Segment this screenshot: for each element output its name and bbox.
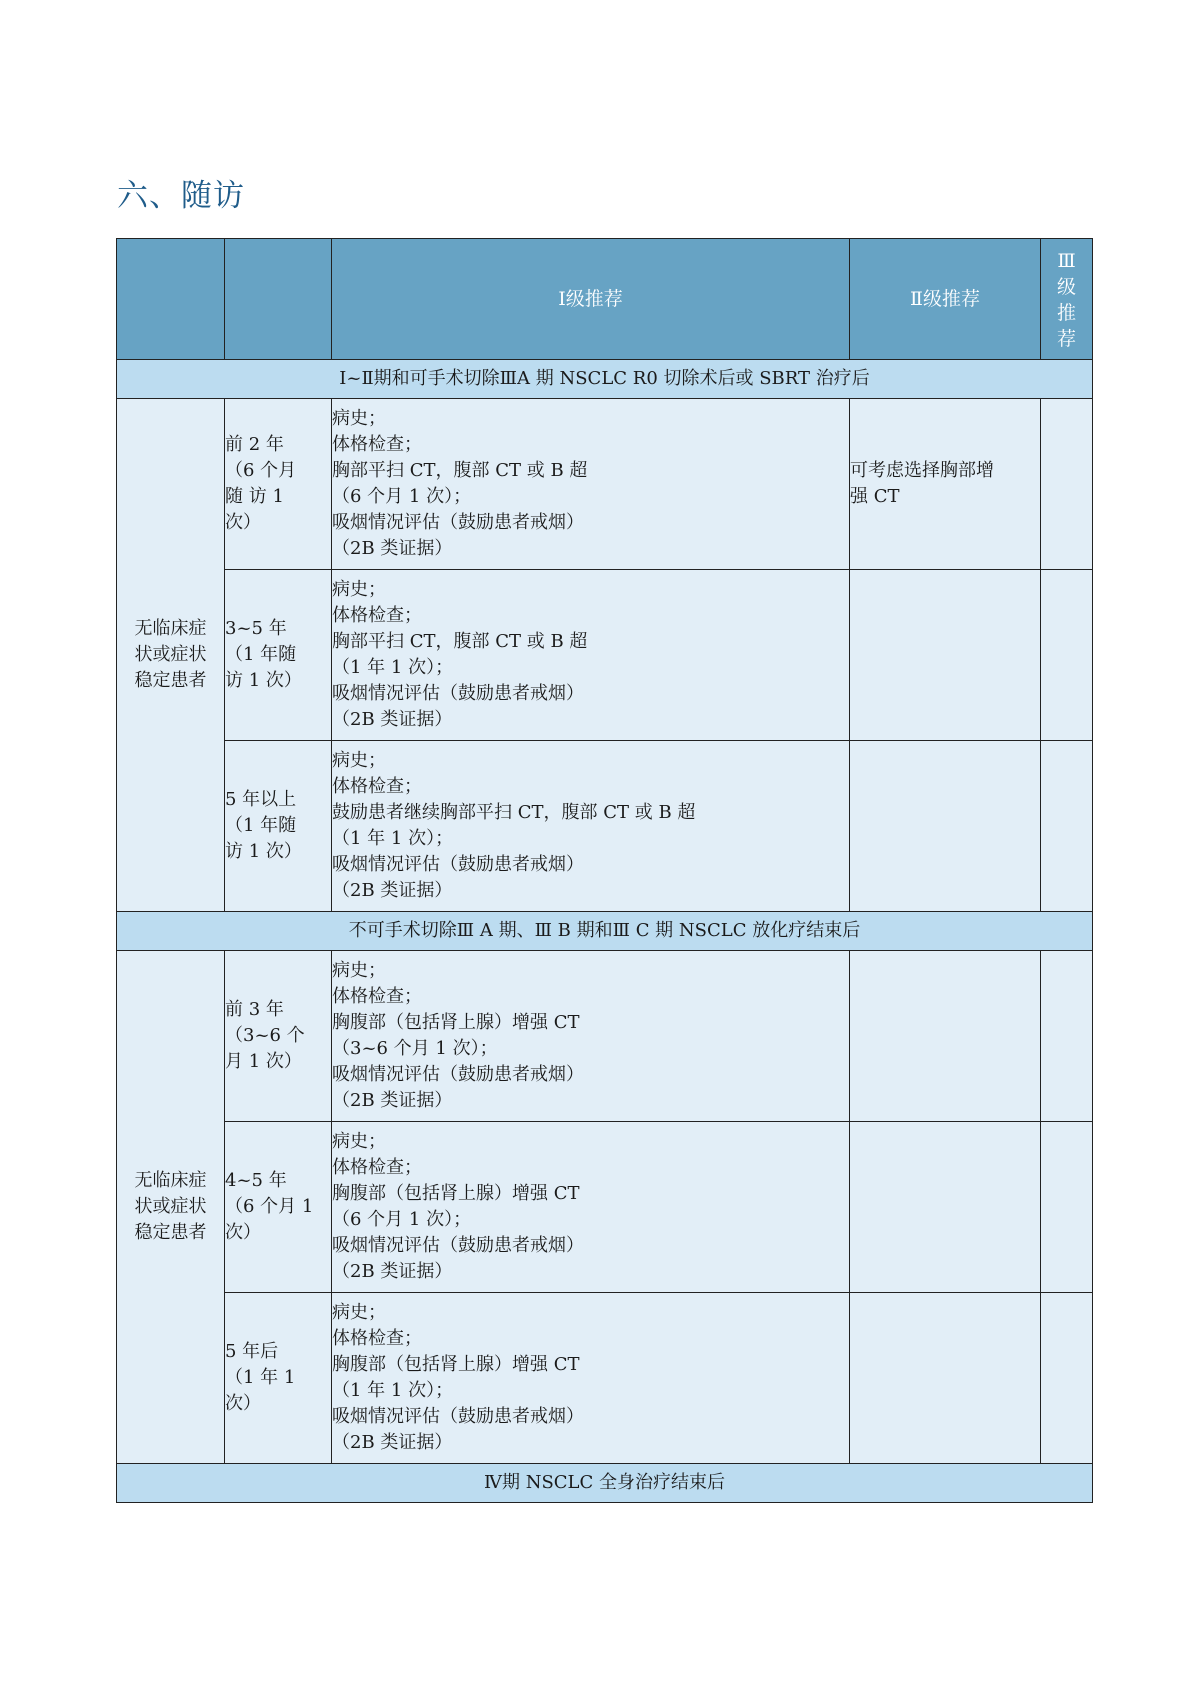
level-1-recommendation-line: 鼓励患者继续胸部平扫 CT，腹部 CT 或 B 超	[332, 802, 696, 823]
section-title: Ⅰ~Ⅱ期和可手术切除ⅢA 期 NSCLC R0 切除术后或 SBRT 治疗后	[117, 360, 1093, 399]
patient-group-cell	[117, 951, 225, 1464]
level-1-recommendation-line: 胸部平扫 CT，腹部 CT 或 B 超	[332, 631, 588, 652]
level-2-recommendation-cell	[850, 570, 1041, 741]
patient-group-line: 状或症状	[134, 1196, 207, 1217]
level-1-recommendation-line: （6 个月 1 次）；	[332, 1209, 472, 1230]
patient-group-line: 无临床症	[134, 618, 207, 639]
period-cell	[225, 399, 332, 570]
period-line: 5 年以上	[225, 789, 297, 810]
level-1-recommendation-line: 病史；	[332, 960, 386, 981]
level-1-recommendation-line: 体格检查；	[332, 1157, 422, 1178]
header-level-2: Ⅱ级推荐	[850, 239, 1041, 360]
header-level-3-char: Ⅲ	[1057, 250, 1076, 272]
period-line: 5 年后	[225, 1341, 279, 1362]
level-1-recommendation-line: 胸部平扫 CT，腹部 CT 或 B 超	[332, 460, 588, 481]
period-line: 次）	[225, 512, 261, 533]
period-line: 访 1 次）	[225, 670, 302, 691]
level-1-recommendation-cell	[332, 1122, 850, 1293]
level-1-recommendation-line: 体格检查；	[332, 776, 422, 797]
level-3-recommendation-cell	[1041, 1122, 1093, 1293]
level-1-recommendation-line: 体格检查；	[332, 605, 422, 626]
period-cell	[225, 570, 332, 741]
level-1-recommendation-line: 吸烟情况评估（鼓励患者戒烟）	[332, 1064, 584, 1085]
level-1-recommendation-line: （2B 类证据）	[332, 709, 453, 730]
level-3-recommendation-cell	[1041, 1293, 1093, 1464]
table-row	[117, 1293, 1093, 1464]
level-1-recommendation-line: 体格检查；	[332, 986, 422, 1007]
period-line: （1 年随	[225, 644, 297, 665]
level-2-recommendation-cell	[850, 951, 1041, 1122]
level-1-recommendation-line: （2B 类证据）	[332, 1090, 453, 1111]
level-1-recommendation-line: （2B 类证据）	[332, 1261, 453, 1282]
level-1-recommendation-line: 病史；	[332, 1302, 386, 1323]
patient-group-line: 状或症状	[134, 644, 207, 665]
section-header-row	[117, 912, 1093, 951]
page-title: 六、随访	[117, 178, 245, 214]
section-title: 不可手术切除Ⅲ A 期、Ⅲ B 期和Ⅲ C 期 NSCLC 放化疗结束后	[117, 912, 1093, 951]
table-row	[117, 951, 1093, 1122]
level-3-recommendation-cell	[1041, 951, 1093, 1122]
level-1-recommendation-line: 体格检查；	[332, 434, 422, 455]
period-cell	[225, 951, 332, 1122]
level-2-recommendation-cell	[850, 399, 1041, 570]
table-row	[117, 570, 1093, 741]
level-1-recommendation-line: 胸腹部（包括肾上腺）增强 CT	[332, 1012, 580, 1033]
level-1-recommendation-line: （6 个月 1 次）；	[332, 486, 472, 507]
level-1-recommendation-cell	[332, 1293, 850, 1464]
header-level-3	[1041, 239, 1093, 360]
follow-up-table	[116, 238, 1093, 1503]
period-line: 访 1 次）	[225, 841, 302, 862]
period-line: （1 年 1	[225, 1367, 296, 1388]
table-header-row	[117, 239, 1093, 360]
header-level-3-char: 级	[1056, 276, 1076, 298]
period-line: 前 3 年	[225, 999, 284, 1020]
level-1-recommendation-line: 吸烟情况评估（鼓励患者戒烟）	[332, 683, 584, 704]
period-line: 次）	[225, 1393, 261, 1414]
header-level-1: Ⅰ级推荐	[332, 239, 850, 360]
level-1-recommendation-line: （1 年 1 次）；	[332, 1380, 454, 1401]
level-1-recommendation-line: 胸腹部（包括肾上腺）增强 CT	[332, 1183, 580, 1204]
patient-group-line: 无临床症	[134, 1170, 207, 1191]
level-1-recommendation-cell	[332, 570, 850, 741]
level-2-recommendation-cell	[850, 1122, 1041, 1293]
level-3-recommendation-cell	[1041, 570, 1093, 741]
level-1-recommendation-line: 吸烟情况评估（鼓励患者戒烟）	[332, 1235, 584, 1256]
level-2-recommendation-cell	[850, 741, 1041, 912]
patient-group-line: 稳定患者	[134, 1222, 207, 1243]
section-header-row	[117, 1464, 1093, 1503]
period-line: 前 2 年	[225, 434, 284, 455]
table-row	[117, 741, 1093, 912]
period-line: 随 访 1	[225, 486, 284, 507]
header-level-3-char: 推	[1056, 302, 1076, 324]
table-row	[117, 1122, 1093, 1293]
patient-group-cell	[117, 399, 225, 912]
level-3-recommendation-cell	[1041, 399, 1093, 570]
period-cell	[225, 1293, 332, 1464]
header-period	[225, 239, 332, 360]
level-1-recommendation-line: 病史；	[332, 408, 386, 429]
level-1-recommendation-line: （2B 类证据）	[332, 880, 453, 901]
level-2-recommendation-line: 可考虑选择胸部增	[850, 460, 994, 481]
level-1-recommendation-line: 病史；	[332, 1131, 386, 1152]
period-line: （6 个月 1	[225, 1196, 314, 1217]
patient-group-line: 稳定患者	[134, 670, 207, 691]
level-1-recommendation-line: 体格检查；	[332, 1328, 422, 1349]
header-group	[117, 239, 225, 360]
level-1-recommendation-line: （2B 类证据）	[332, 538, 453, 559]
period-line: （6 个月	[225, 460, 297, 481]
level-1-recommendation-cell	[332, 951, 850, 1122]
header-level-3-char: 荐	[1056, 328, 1076, 350]
section-header-row	[117, 360, 1093, 399]
period-line: 次）	[225, 1222, 261, 1243]
section-title: Ⅳ期 NSCLC 全身治疗结束后	[117, 1464, 1093, 1503]
level-1-recommendation-line: 病史；	[332, 750, 386, 771]
level-3-recommendation-cell	[1041, 741, 1093, 912]
level-1-recommendation-line: （1 年 1 次）；	[332, 657, 454, 678]
level-1-recommendation-cell	[332, 741, 850, 912]
level-1-recommendation-line: （2B 类证据）	[332, 1432, 453, 1453]
level-1-recommendation-line: （3~6 个月 1 次）；	[332, 1038, 498, 1059]
period-line: 4~5 年	[225, 1170, 287, 1191]
period-line: 3~5 年	[225, 618, 287, 639]
table-row	[117, 399, 1093, 570]
level-1-recommendation-line: 吸烟情况评估（鼓励患者戒烟）	[332, 512, 584, 533]
period-line: （3~6 个	[225, 1025, 305, 1046]
period-cell	[225, 1122, 332, 1293]
level-1-recommendation-line: （1 年 1 次）；	[332, 828, 454, 849]
level-2-recommendation-cell	[850, 1293, 1041, 1464]
level-2-recommendation-line: 强 CT	[850, 486, 900, 507]
period-cell	[225, 741, 332, 912]
period-line: 月 1 次）	[225, 1051, 302, 1072]
level-1-recommendation-line: 吸烟情况评估（鼓励患者戒烟）	[332, 854, 584, 875]
level-1-recommendation-line: 胸腹部（包括肾上腺）增强 CT	[332, 1354, 580, 1375]
level-1-recommendation-cell	[332, 399, 850, 570]
level-1-recommendation-line: 病史；	[332, 579, 386, 600]
level-1-recommendation-line: 吸烟情况评估（鼓励患者戒烟）	[332, 1406, 584, 1427]
period-line: （1 年随	[225, 815, 297, 836]
